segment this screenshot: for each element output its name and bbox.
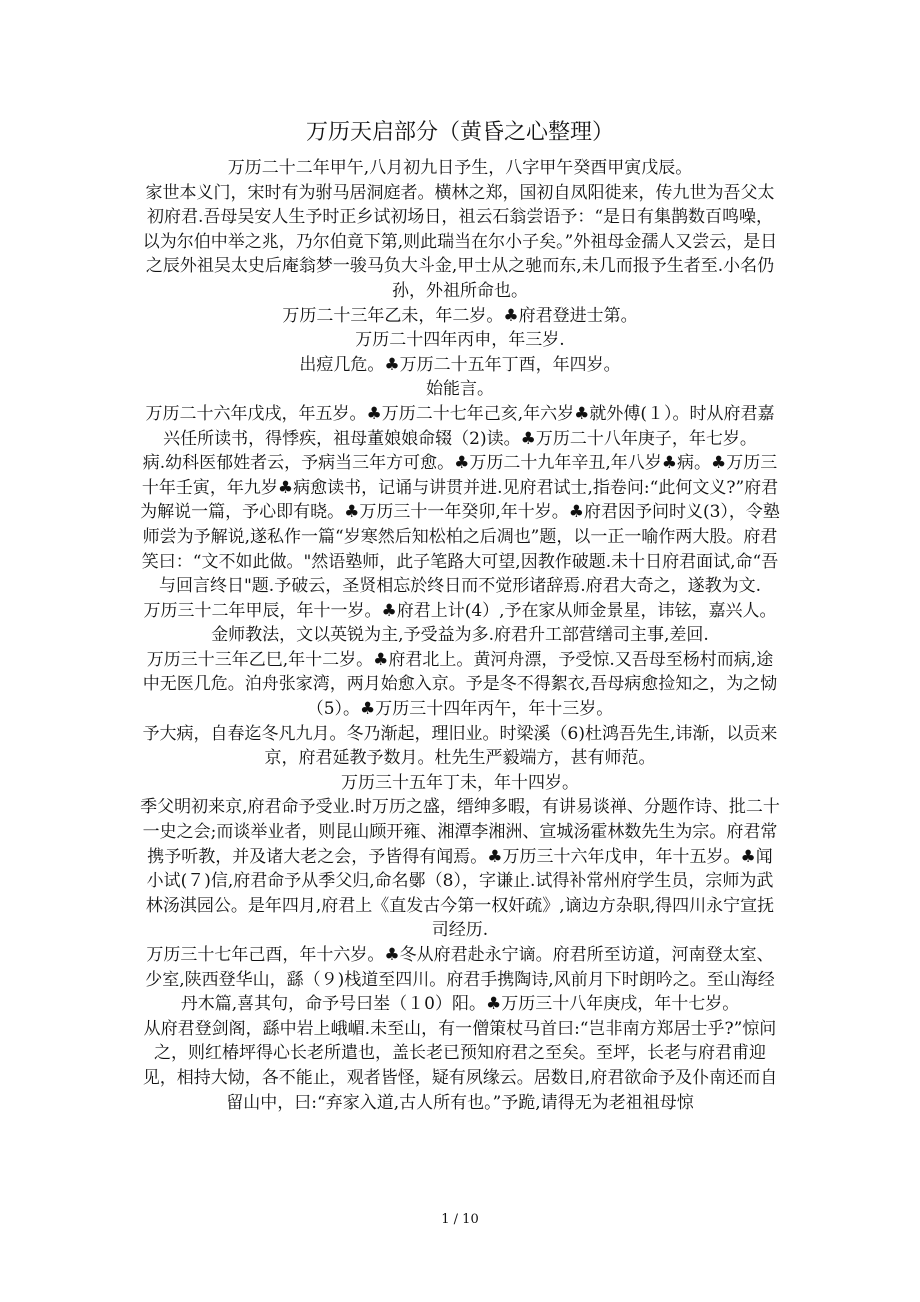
paragraph: 万历二十四年丙申，年三岁. [355,330,565,351]
paragraph: 万历二十二年甲午,八月初九日予生，八字甲午癸酉甲寅戊辰。 [227,158,693,178]
paragraph: 万历三十七年己酉，年十六岁。♣冬从府君赴永宁谪。府君所至访道，河南登太室、少室,陕西登华山，繇（９)栈道至四川。府君手携陶诗,风前月下时朗吟之。至山海经丹木篇,喜其句，命予号曰峚（１0）阳。♣万历三十八年庚戌，年十七岁。 [145,945,775,1015]
paragraph: 万历三十三年乙巳,年十二岁。♣府君北上。黄河舟漂，予受惊.又吾母至杨村而病,途中无医几危。泊舟张家湾，两月始愈入京。予是冬不得絮衣,吾母病愈捡知之，为之恸（5）。♣万历三十四年丙午，年十三岁。 [142,649,778,720]
paragraph: 家世本义门，宋时有为驸马居洞庭者。横林之郑，国初自凤阳徙来，传九世为吾父太初府君.吾母吴安人生予时正乡试初场日，祖云石翁尝语予：“是日有集鹊数百鸣噪，以为尔伯中举之兆，乃尔伯竟下第,则此瑞当在尔小子矣。”外祖母金孺人又尝云，是日之辰外祖吴太史后庵翁梦一骏马负大斗金,甲士从之驰而东,未几而报予生者至.小名仍孙，外祖所命也。 [142,182,778,301]
document-title: 万历天启部分（黄昏之心整理） [305,120,614,145]
page-number: 1 / 10 [441,1212,479,1227]
paragraph: 始能言。 [426,379,494,400]
paragraph: 万历二十六年戊戌，年五岁。♣万历二十七年己亥,年六岁♣就外傅(１）。时从府君嘉兴任所读书，得悸疾，祖母董娘娘命辍（2)读。♣万历二十八年庚子，年七岁。 [145,403,775,449]
paragraph: 季父明初来京,府君命予受业.时万历之盛，缙绅多暇，有讲易谈禅、分题作诗、批二十一史之会;而谈举业者，则昆山顾开雍、湘潭李湘洲、宣城汤霍林数先生为宗。府君常携予听教，并及诸大老之会，予皆得有闻焉。♣万历三十六年戊申，年十五岁。♣闻小试(７)信,府君命予从季父归,命名鄤（8），字谦止.试得补常州府学生员，宗师为武林汤淇园公。是年四月,府君上《直发古今第一权奸疏》,谪边方杂职,得四川永宁宣抚司经历. [140,797,780,941]
paragraph: 予大病，自春迄冬凡九月。冬乃渐起，理旧业。时梁溪（6)杜鸿吾先生,讳渐，以贡来京，府君延教予数月。杜先生严毅端方，甚有师范。 [142,723,778,769]
paragraph: 万历三十五年丁未，年十四岁。 [341,772,579,793]
document-body [140,156,780,1115]
paragraph: 万历二十三年乙未，年二岁。♣府君登进士第。 [282,305,638,326]
paragraph: 病.幼科医郁姓者云，予病当三年方可愈。♣万历二十九年辛丑,年八岁♣病。♣万历三十年壬寅，年九岁♣病愈读书，记诵与讲贯并进.见府君试士,指卷问:“此何文义?”府君为解说一篇，予心即有晓。♣万历三十一年癸卯,年十岁。♣府君因予问时义(3），令塾师尝为予解说,遂私作一篇“岁寒然后知松柏之后凋也”题，以一正一喻作两大股。府君笑曰：“文不如此做。"然语塾师，此子笔路大可望,因教作破题.未十日府君面试,命“吾与回言终日"题.予破云，圣贤相忘於终日而不觉形诸辞焉.府君大奇之，遂教为文. [140,453,780,597]
paragraph: 出痘几危。♣万历二十五年丁酉，年四岁。 [299,354,621,375]
paragraph: 从府君登剑阁，繇中岩上峨嵋.未至山，有一僧策杖马首曰:“岂非南方郑居士乎?”惊问之，则红椿坪得心长老所遣也，盖长老已预知府君之至矣。至坪，长老与府君甫迎见，相持大恸，各不能止，观者皆怪，疑有夙缘云。居数日,府君欲命予及仆南还而自留山中，曰:“弃家入道,古人所有也。”予跪,请得无为老祖祖母惊 [142,1018,778,1113]
paragraph: 万历三十二年甲辰，年十一岁。♣府君上计(4）,予在家从师金景星，讳铉，嘉兴人。金师教法，文以英锐为主,予受益为多.府君升工部营缮司主事,差回. [143,600,777,646]
